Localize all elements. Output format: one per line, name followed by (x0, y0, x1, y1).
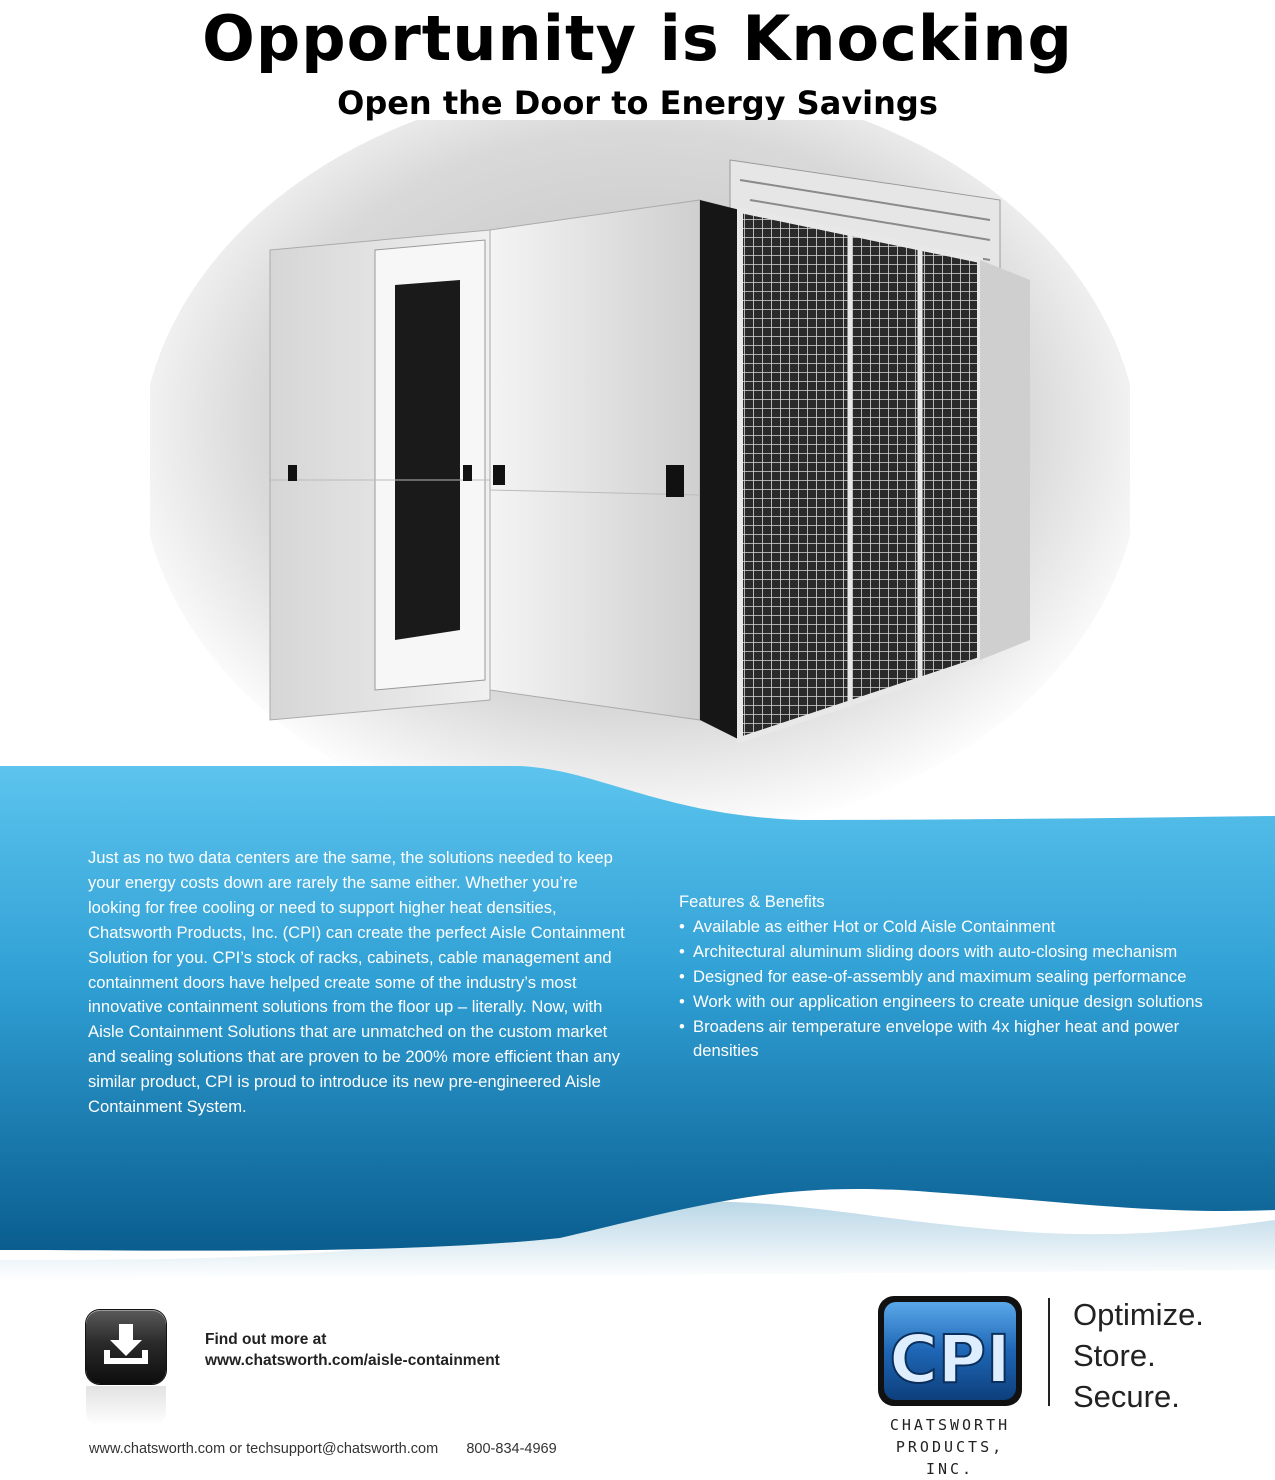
tagline-line: Optimize. (1073, 1297, 1204, 1332)
features-heading: Features & Benefits (679, 892, 825, 911)
svg-text:CPI: CPI (889, 1321, 1011, 1398)
tagline (1073, 1294, 1204, 1417)
logo-divider (1048, 1298, 1050, 1406)
find-out-more-link[interactable]: www.chatsworth.com/aisle-containment (205, 1352, 500, 1369)
company-name-line1: CHATSWORTH (889, 1416, 1011, 1434)
feature-item: • Broadens air temperature envelope with 4x higher heat and power densities (679, 1015, 1219, 1065)
find-out-more-label: Find out more at (205, 1331, 327, 1348)
page-subtitle: Open the Door to Energy Savings (337, 84, 938, 122)
page-title: Opportunity is Knocking (202, 2, 1073, 75)
feature-item: • Designed for ease-of-assembly and maximum sealing performance (679, 965, 1219, 990)
feature-item: • Architectural aluminum sliding doors with auto-closing mechanism (679, 940, 1219, 965)
feature-item: • Available as either Hot or Cold Aisle Containment (679, 915, 1219, 940)
download-icon (86, 1310, 166, 1384)
download-button[interactable] (86, 1310, 166, 1384)
aisle-containment-photo (150, 120, 1130, 840)
contact-line (89, 1441, 557, 1457)
cpi-logo (876, 1294, 1024, 1434)
feature-item: • Work with our application engineers to create unique design solutions (679, 990, 1219, 1015)
tagline-line: Secure. (1073, 1379, 1180, 1414)
company-name (876, 1414, 1024, 1480)
contact-phone: 800-834-4969 (466, 1441, 557, 1457)
tagline-line: Store. (1073, 1338, 1156, 1373)
company-name-line2: PRODUCTS, INC. (895, 1438, 1005, 1478)
contact-web-email[interactable]: www.chatsworth.com or techsupport@chatsworth.com (89, 1441, 439, 1457)
download-button-reflection (86, 1386, 166, 1426)
intro-paragraph: Just as no two data centers are the same, the solutions needed to keep your energy costs down are rarely the same either. Whether you’re looking for free cooling or need to support higher heat densities, Chatsworth Products, Inc. (CPI) can create the perfect Aisle Containment Solution for you. CPI’s stock of racks, cabinets, cable management and containment doors have helped create some of the industry’s most innovative containment solutions from the floor up – literally. Now, with Aisle Containment Solutions that are unmatched on the custom market and sealing solutions that are proven to be 200% more efficient than any similar product, CPI is proud to introduce its new pre-engineered Aisle Containment System. (88, 848, 625, 1117)
features-list (679, 890, 1219, 1064)
find-out-more (205, 1329, 500, 1371)
